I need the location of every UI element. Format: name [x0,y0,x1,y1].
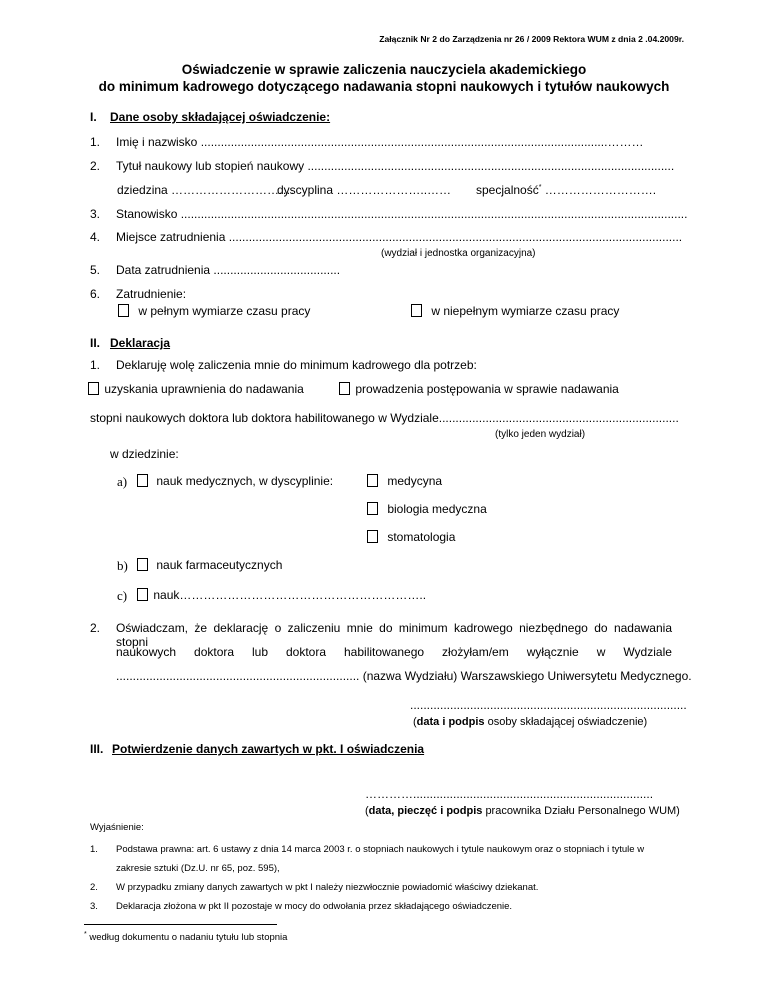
employment-label: Zatrudnienie: [116,287,187,301]
hr-signature-line[interactable]: …………........................................................................ [365,787,654,801]
full-time-checkbox[interactable] [118,304,129,317]
grant-rights-option[interactable] [88,382,304,396]
part-time-checkbox[interactable] [411,304,422,317]
grant-rights-label: uzyskania uprawnienia do nadawania [104,382,304,396]
document-title-line2: do minimum kadrowego dotyczącego nadawania stopni naukowych i tytułów naukowych [98,79,670,94]
item-number: 4. [90,230,101,244]
item-number: 5. [90,263,101,277]
footnote-marker: * [538,184,542,191]
section1-heading: Dane osoby składającej oświadczenie: [110,110,331,124]
statement-word: wyłącznie [526,645,579,659]
academic-title-field[interactable]: Tytuł naukowy lub stopień naukowy .............................................................................................................. [116,159,675,173]
statement-line2 [116,645,672,659]
option-letter-a: a) [117,474,128,489]
medical-sciences-option[interactable] [137,474,333,488]
declaration-text: Deklaruję wolę zaliczenia mnie do minimum kadrowego dla potrzeb: [116,358,477,372]
medical-sciences-checkbox[interactable] [137,474,148,487]
declarant-signature-label [413,716,647,728]
footnote-text: według dokumentu o nadaniu tytułu lub stopnia [89,932,288,944]
faculty-name-field[interactable]: ......................................................................... (nazwa Wydziału) Warszawskiego Uniwersytetu Medycznego. [116,669,692,683]
item-number: 6. [90,287,101,301]
signature-label-rest: osoby składającej oświadczenie) [487,716,648,728]
dentistry-option[interactable] [367,530,455,544]
medical-biology-label: biologia medyczna [387,502,487,516]
item-number: 2. [90,159,101,173]
field-of-science-field[interactable]: dziedzina ……………………….… [117,183,295,197]
signature-label-bold: data i podpis [416,716,485,728]
footnote-star: * [84,931,87,938]
option-letter-b: b) [117,558,128,573]
statement-word: habilitowanego [344,645,425,659]
hr-label-rest: pracownika Działu Personalnego WUM) [485,805,680,817]
medicine-option[interactable] [367,474,442,488]
option-letter-c: c) [117,588,128,603]
section2-heading: Deklaracja [110,336,171,350]
footnote [84,931,287,943]
document-title-line1: Oświadczenie w sprawie zaliczenia nauczyciela akademickiego [181,62,587,77]
hr-signature-label [365,805,680,817]
field-label: w dziedzinie: [110,447,179,461]
medicine-label: medycyna [387,474,443,488]
statement-line1: Oświadczam, że deklarację o zaliczeniu mnie do minimum kadrowego niezbędnego do nadawania stopni [116,621,672,649]
medical-biology-option[interactable] [367,502,487,516]
explanation-text: zakresie sztuki (Dz.U. nr 65, poz. 595), [116,863,280,874]
position-field[interactable]: Stanowisko ........................................................................................................................................................ [116,207,688,221]
explanations-heading: Wyjaśnienie: [90,822,144,833]
faculty-note: (tylko jeden wydział) [495,429,586,440]
explanation-text: W przypadku zmiany danych zawartych w pkt I należy niezwłocznie powiadomić właściwy dziekanat. [116,882,539,893]
pharmaceutical-sciences-label: nauk farmaceutycznych [156,558,283,572]
faculty-field[interactable]: stopni naukowych doktora lub doktora habilitowanego w Wydziale........................................................................ [90,411,679,425]
explanation-number: 1. [90,844,98,855]
section3-heading: Potwierdzenie danych zawartych w pkt. I oświadczenia [112,742,425,756]
explanation-number: 3. [90,901,98,912]
medicine-checkbox[interactable] [367,474,378,487]
section2-number: II. [90,336,101,350]
medical-biology-checkbox[interactable] [367,502,378,515]
other-sciences-label: nauk…………………………………………………….. [153,588,427,602]
part-time-label: w niepełnym wymiarze czasu pracy [431,304,620,318]
statement-word: w [596,645,606,659]
workplace-field[interactable]: Miejsce zatrudnienia ........................................................................................................................................ [116,230,683,244]
discipline-field[interactable]: dyscyplina …………………..…… [277,183,452,197]
full-time-option[interactable] [118,304,310,318]
specialty-field[interactable] [476,183,656,197]
specialty-dots: ………………………. [544,183,657,197]
explanation-text: Deklaracja złożona w pkt II pozostaje w mocy do odwołania przez składającego oświadczenie. [116,901,513,912]
dentistry-checkbox[interactable] [367,530,378,543]
explanation-number: 2. [90,882,98,893]
conduct-proceedings-option[interactable] [339,382,619,396]
explanation-text: Podstawa prawna: art. 6 ustawy z dnia 14 marca 2003 r. o stopniach naukowych i tytule naukowym oraz o stopniach i tytule w [116,844,645,855]
specialty-label: specjalność [476,183,539,197]
medical-sciences-label: nauk medycznych, w dyscyplinie: [156,474,334,488]
paren: ( [413,716,417,728]
declarant-signature-line[interactable]: ................................................................................... [410,698,687,712]
annex-header: Załącznik Nr 2 do Zarządzenia nr 26 / 2009 Rektora WUM z dnia 2 .04.2009r. [379,34,684,44]
employment-date-field[interactable]: Data zatrudnienia ...................................... [116,263,341,277]
statement-word: złożyłam/em [442,645,509,659]
item-number: 2. [90,621,101,635]
dentistry-label: stomatologia [387,530,456,544]
conduct-proceedings-label: prowadzenia postępowania w sprawie nadawania [355,382,619,396]
other-sciences-checkbox[interactable] [137,588,148,601]
statement-word: naukowych [116,645,177,659]
other-sciences-option[interactable] [137,588,426,602]
pharmaceutical-sciences-option[interactable] [137,558,282,572]
part-time-option[interactable] [411,304,619,318]
statement-word: doktora [286,645,327,659]
item-number: 1. [90,135,101,149]
item-number: 3. [90,207,101,221]
section3-number: III. [90,742,104,756]
pharmaceutical-sciences-checkbox[interactable] [137,558,148,571]
conduct-proceedings-checkbox[interactable] [339,382,350,395]
section1-number: I. [90,110,97,124]
statement-word: Wydziale [623,645,672,659]
workplace-note: (wydział i jednostka organizacyjna) [381,248,536,259]
item-number: 1. [90,358,101,372]
statement-word: doktora [194,645,235,659]
footnote-separator [84,924,277,925]
grant-rights-checkbox[interactable] [88,382,99,395]
statement-word: lub [252,645,269,659]
hr-label-bold: data, pieczęć i podpis [368,805,483,817]
full-time-label: w pełnym wymiarze czasu pracy [138,304,311,318]
name-field[interactable]: Imię i nazwisko ..........................................................................................................................……… [116,135,644,149]
paren: ( [365,805,369,817]
